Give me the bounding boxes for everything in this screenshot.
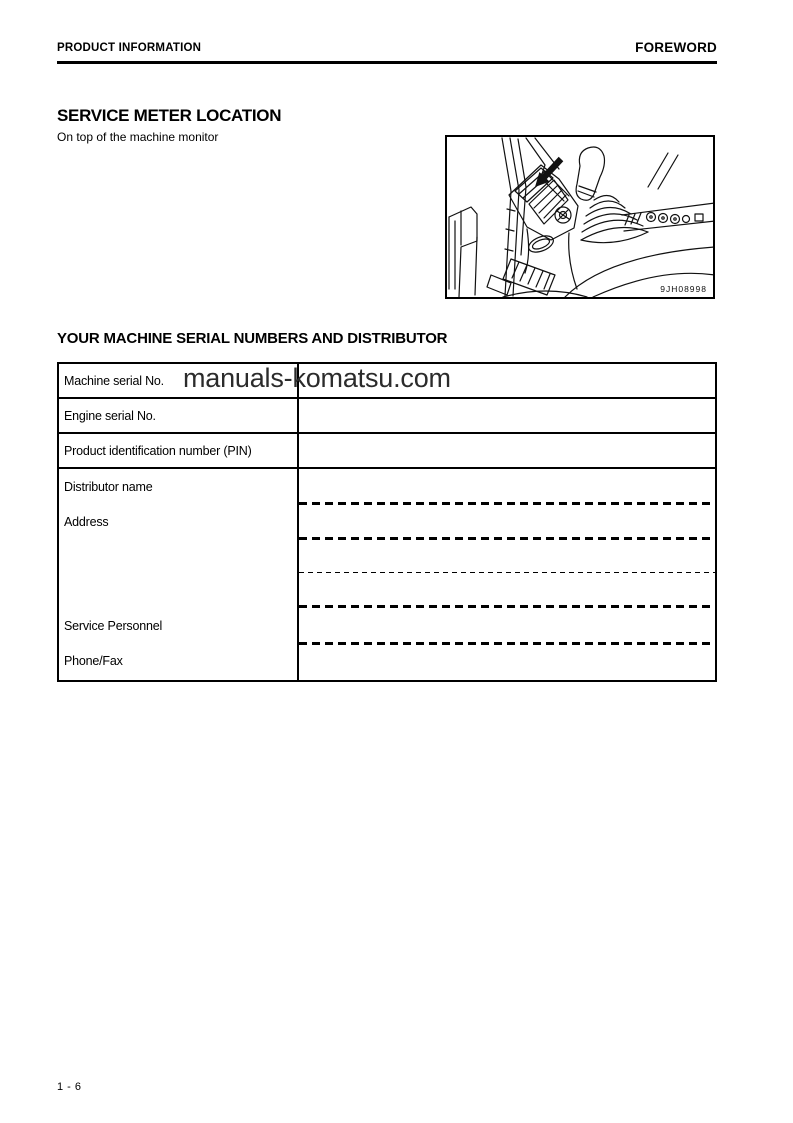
service-personnel-label: Service Personnel — [64, 619, 163, 633]
monitor-pointer-arrow-icon — [535, 157, 563, 187]
header-section-label: PRODUCT INFORMATION — [57, 42, 202, 54]
section-caption: On top of the machine monitor — [57, 130, 219, 144]
page-number: 1 - 6 — [57, 1081, 82, 1093]
table-row-pin — [59, 434, 715, 469]
write-in-line — [299, 537, 715, 540]
pin-value — [299, 434, 715, 467]
serial-table — [57, 362, 717, 682]
site-watermark: manuals-komatsu.com — [183, 363, 451, 393]
side-console-switches — [622, 203, 713, 231]
header-chapter-label: FOREWORD — [635, 40, 717, 55]
write-in-line — [299, 605, 715, 608]
distributor-name-label: Distributor name — [64, 480, 153, 494]
window-glass-marks — [648, 153, 678, 189]
header-rule — [57, 61, 717, 64]
door-frame — [449, 207, 477, 297]
foot-pedal — [487, 259, 555, 295]
write-in-line — [299, 642, 715, 645]
write-in-line — [299, 572, 715, 573]
machine-serial-label: Machine serial No. — [59, 364, 299, 397]
control-joystick — [576, 147, 648, 243]
table-row-engine-serial — [59, 399, 715, 434]
write-in-line — [299, 502, 715, 505]
serial-table-title: YOUR MACHINE SERIAL NUMBERS AND DISTRIBUTOR — [57, 330, 448, 347]
engine-serial-value — [299, 399, 715, 432]
pin-label: Product identification number (PIN) — [59, 434, 299, 467]
address-label: Address — [64, 515, 109, 529]
phone-fax-label: Phone/Fax — [64, 654, 123, 668]
section-title: SERVICE METER LOCATION — [57, 106, 282, 125]
distributor-labels-cell — [59, 469, 299, 680]
cab-illustration — [447, 137, 713, 297]
service-meter-figure — [445, 135, 715, 299]
figure-code: 9JH08998 — [660, 284, 707, 294]
engine-serial-label: Engine serial No. — [59, 399, 299, 432]
distributor-writein-cell — [299, 469, 715, 680]
table-row-distributor — [59, 469, 715, 680]
